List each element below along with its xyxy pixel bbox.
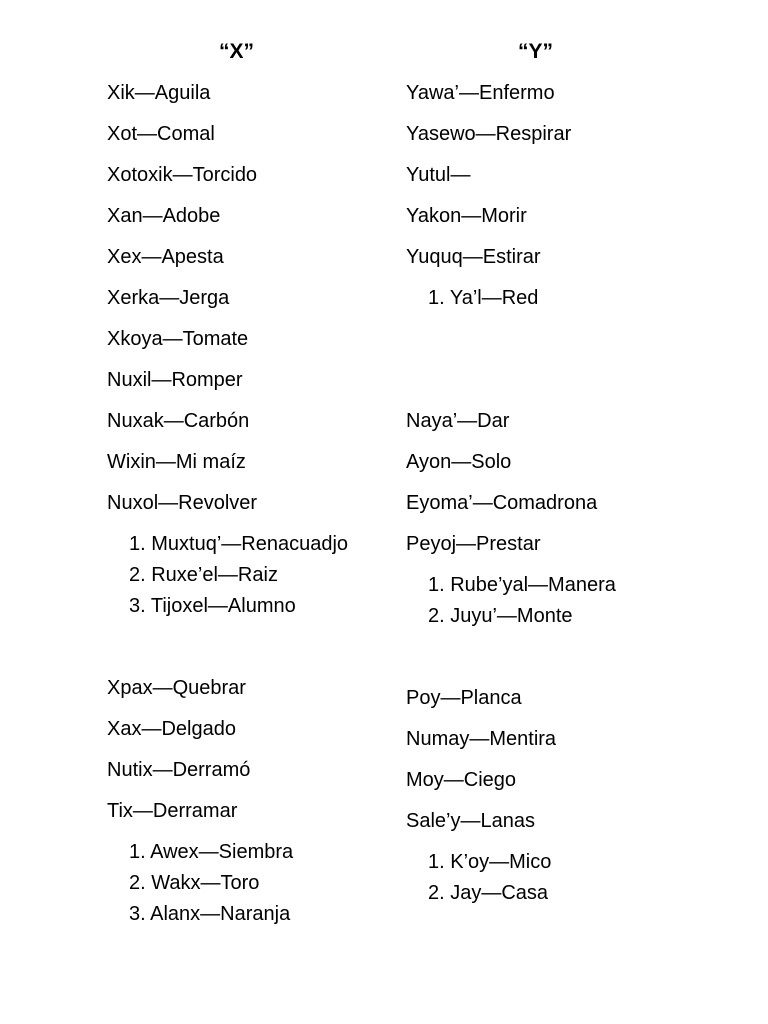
word-entry: Yuquq—Estirar [406, 246, 541, 268]
word-entry: Nuxak—Carbón [107, 410, 250, 432]
word-entry: Nuxil—Romper [107, 369, 243, 391]
numbered-word-entry: 2. Juyu’—Monte [428, 605, 573, 627]
word-entry: Eyoma’—Comadrona [406, 492, 598, 514]
word-entry: Nutix—Derramó [107, 759, 251, 781]
numbered-word-entry: 1. K’oy—Mico [428, 851, 552, 873]
word-entry: Moy—Ciego [406, 769, 517, 791]
word-entry: Yawa’—Enfermo [406, 82, 555, 104]
word-entry: Naya’—Dar [406, 410, 510, 432]
word-entry: Wixin—Mi maíz [107, 451, 246, 473]
word-entry: Numay—Mentira [406, 728, 557, 750]
numbered-word-entry: 1. Muxtuq’—Renacuadjo [129, 533, 349, 555]
word-entry: Yutul— [406, 164, 471, 186]
word-entry: Yakon—Morir [406, 205, 527, 227]
word-entry: Xot—Comal [107, 123, 215, 145]
word-entry: Xpax—Quebrar [107, 677, 246, 699]
word-entry: Peyoj—Prestar [406, 533, 541, 555]
word-entry: Xik—Aguila [107, 82, 211, 104]
word-entry: Tix—Derramar [107, 800, 238, 822]
numbered-word-entry: 1. Ya’l—Red [428, 287, 539, 309]
word-entry: Xex—Apesta [107, 246, 224, 268]
word-entry: Ayon—Solo [406, 451, 512, 473]
numbered-word-entry: 2. Jay—Casa [428, 882, 549, 904]
word-entry: Xax—Delgado [107, 718, 236, 740]
numbered-word-entry: 3. Alanx—Naranja [129, 903, 291, 925]
numbered-word-entry: 2. Wakx—Toro [129, 872, 260, 894]
numbered-word-entry: 3. Tijoxel—Alumno [129, 595, 296, 617]
word-entry: Xotoxik—Torcido [107, 164, 258, 186]
word-entry: Poy—Planca [406, 687, 522, 709]
column-y-heading: “Y” [518, 40, 554, 63]
numbered-word-entry: 1. Awex—Siembra [129, 841, 294, 863]
word-entry: Xkoya—Tomate [107, 328, 249, 350]
numbered-word-entry: 2. Ruxe’el—Raiz [129, 564, 278, 586]
word-entry: Xan—Adobe [107, 205, 221, 227]
word-entry: Sale’y—Lanas [406, 810, 535, 832]
word-entry: Yasewo—Respirar [406, 123, 572, 145]
word-entry: Xerka—Jerga [107, 287, 230, 309]
column-x-heading: “X” [219, 40, 255, 63]
numbered-word-entry: 1. Rube’yal—Manera [428, 574, 616, 596]
word-entry: Nuxol—Revolver [107, 492, 258, 514]
